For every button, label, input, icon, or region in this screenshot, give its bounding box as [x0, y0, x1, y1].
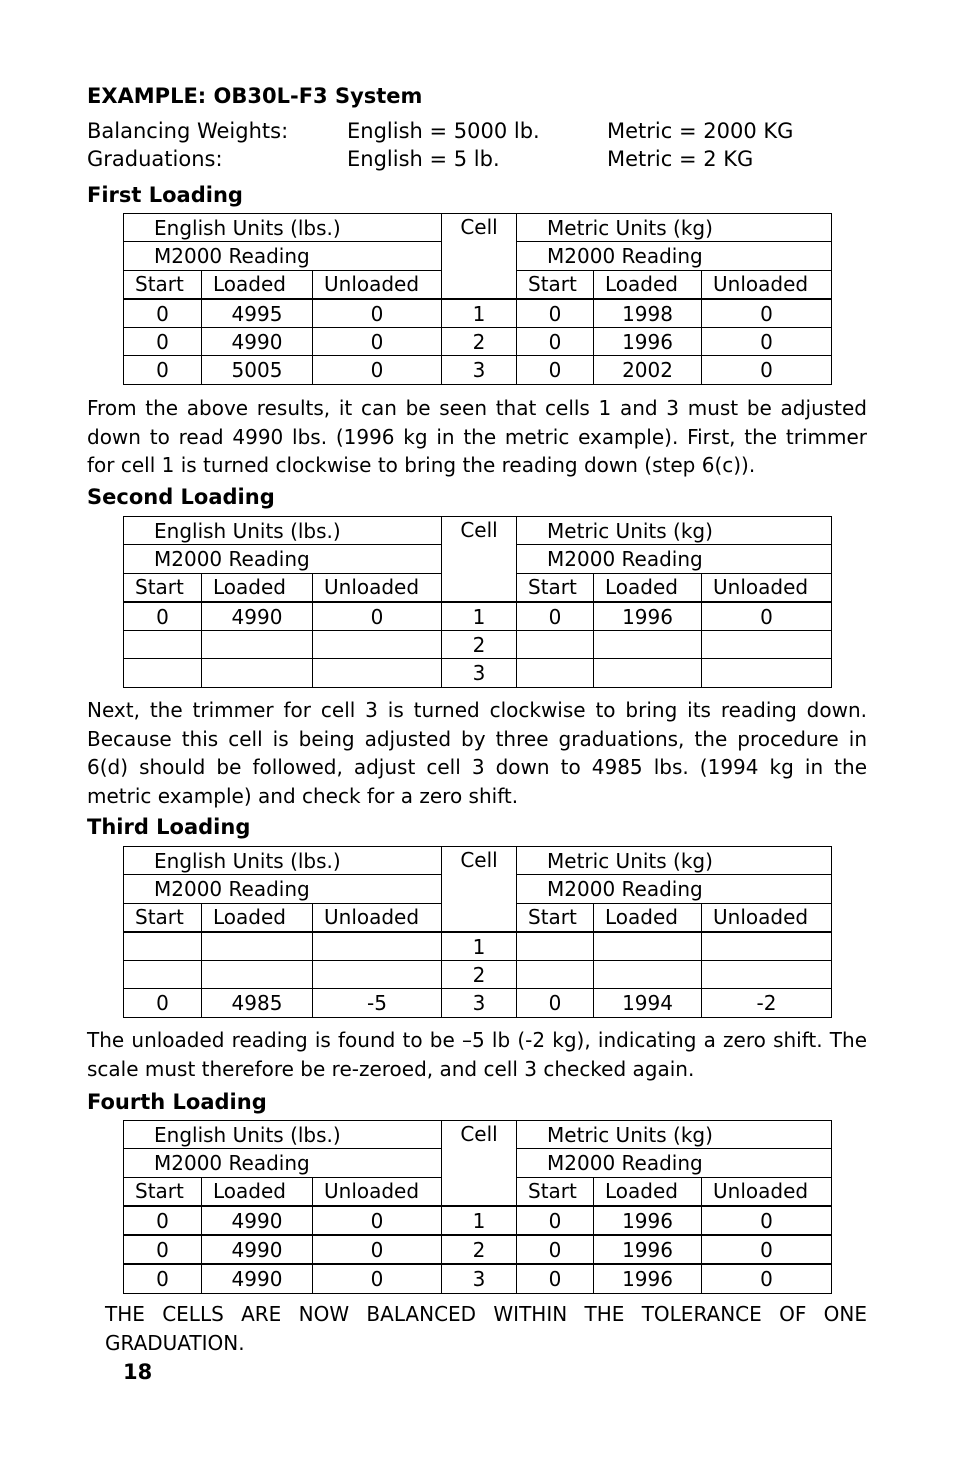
table-cell-m-start: 0: [517, 299, 594, 328]
header-unloaded: Unloaded: [702, 903, 832, 932]
loading-table: [123, 846, 832, 1018]
table-row: [124, 659, 832, 687]
table-row: [124, 299, 832, 328]
table-row: [124, 631, 832, 659]
table-cell-e-start: 0: [124, 1264, 202, 1293]
table-cell-m-start: 0: [517, 328, 594, 356]
table-cell-cell: 3: [442, 989, 517, 1017]
table-cell-e-start: 0: [124, 356, 202, 384]
table-cell-e-unloaded: [313, 659, 442, 687]
header-unloaded: Unloaded: [313, 1177, 442, 1206]
table-cell-m-unloaded: [702, 659, 832, 687]
spec-metric: Metric = 2000 KG: [607, 119, 794, 143]
table-header-row: [124, 214, 832, 242]
table-cell-e-start: [124, 659, 202, 687]
table-cell-cell: 2: [442, 631, 517, 659]
table-cell-m-loaded: 1996: [594, 1235, 702, 1264]
table-cell-m-loaded: 1996: [594, 328, 702, 356]
table-cell-e-unloaded: [313, 932, 442, 961]
header-m2000-reading: M2000 Reading: [124, 545, 442, 573]
table-row: [124, 1264, 832, 1293]
header-start: Start: [124, 903, 202, 932]
table-cell-cell: 1: [442, 299, 517, 328]
table-cell-m-loaded: 1996: [594, 1264, 702, 1293]
table-cell-e-unloaded: [313, 631, 442, 659]
table-header-row: [124, 517, 832, 545]
table-cell-m-loaded: 1994: [594, 989, 702, 1017]
header-start: Start: [124, 270, 202, 299]
table-cell-m-start: [517, 932, 594, 961]
table-cell-e-start: 0: [124, 1235, 202, 1264]
header-cell: Cell: [442, 1121, 517, 1206]
table-cell-e-loaded: [202, 631, 313, 659]
section-title-third-loading: Third Loading: [87, 815, 251, 839]
table-row: [124, 356, 832, 384]
table-row: [124, 1235, 832, 1264]
loading-table: [123, 213, 832, 385]
table-cell-e-unloaded: 0: [313, 1206, 442, 1235]
table-cell-m-unloaded: -2: [702, 989, 832, 1017]
header-start: Start: [124, 1177, 202, 1206]
table-cell-m-unloaded: 0: [702, 299, 832, 328]
table-cell-cell: 2: [442, 328, 517, 356]
spec-english: English = 5000 lb.: [347, 119, 540, 143]
header-unloaded: Unloaded: [313, 903, 442, 932]
table-row: [124, 961, 832, 989]
table-cell-m-unloaded: 0: [702, 1264, 832, 1293]
table-cell-m-unloaded: [702, 932, 832, 961]
table-cell-m-unloaded: 0: [702, 1235, 832, 1264]
section-title-first-loading: First Loading: [87, 183, 243, 207]
header-cell: Cell: [442, 517, 517, 602]
table-cell-cell: 1: [442, 602, 517, 631]
table-cell-m-start: [517, 659, 594, 687]
table-cell-e-loaded: 4995: [202, 299, 313, 328]
paragraph: The unloaded reading is found to be –5 lb (-2 kg), indicating a zero shift. The scale must therefore be re-zeroed, and cell 3 checked again.: [87, 1028, 867, 1081]
table-cell-m-unloaded: [702, 961, 832, 989]
header-start: Start: [124, 573, 202, 602]
table-cell-e-loaded: [202, 659, 313, 687]
table-cell-cell: 1: [442, 932, 517, 961]
table-cell-m-start: 0: [517, 602, 594, 631]
table-cell-e-start: [124, 932, 202, 961]
table-cell-e-unloaded: 0: [313, 299, 442, 328]
header-m2000-reading: M2000 Reading: [517, 545, 832, 573]
table-cell-m-loaded: 2002: [594, 356, 702, 384]
header-m2000-reading: M2000 Reading: [517, 875, 832, 903]
table-cell-cell: 2: [442, 961, 517, 989]
header-cell: Cell: [442, 847, 517, 932]
header-loaded: Loaded: [594, 903, 702, 932]
table-cell-e-loaded: 4990: [202, 328, 313, 356]
table-cell-cell: 2: [442, 1235, 517, 1264]
header-metric-units: Metric Units (kg): [517, 1121, 832, 1149]
header-english-units: English Units (lbs.): [124, 214, 442, 242]
table-cell-e-loaded: 5005: [202, 356, 313, 384]
table-cell-m-loaded: 1998: [594, 299, 702, 328]
table-cell-m-unloaded: 0: [702, 1206, 832, 1235]
header-english-units: English Units (lbs.): [124, 1121, 442, 1149]
header-loaded: Loaded: [202, 573, 313, 602]
table-cell-e-loaded: 4990: [202, 1206, 313, 1235]
table-cell-m-loaded: [594, 961, 702, 989]
paragraph: Next, the trimmer for cell 3 is turned clockwise to bring its reading down. Because this cell is being adjusted by three graduations, the procedure in 6(d) should be followed, adjust cell 3 down to 4985 lbs. (1994 kg in the metric example) and check for a zero shift.: [87, 698, 867, 808]
table-cell-m-start: 0: [517, 989, 594, 1017]
table-cell-e-start: [124, 631, 202, 659]
table-row: [124, 989, 832, 1017]
header-unloaded: Unloaded: [313, 573, 442, 602]
table-cell-m-unloaded: [702, 631, 832, 659]
table-cell-m-unloaded: 0: [702, 328, 832, 356]
spec-metric: Metric = 2 KG: [607, 147, 754, 171]
header-m2000-reading: M2000 Reading: [124, 875, 442, 903]
header-unloaded: Unloaded: [702, 1177, 832, 1206]
header-start: Start: [517, 270, 594, 299]
header-loaded: Loaded: [202, 903, 313, 932]
table-cell-e-unloaded: [313, 961, 442, 989]
header-start: Start: [517, 573, 594, 602]
header-start: Start: [517, 903, 594, 932]
table-cell-e-loaded: [202, 932, 313, 961]
table-cell-m-start: [517, 961, 594, 989]
table-row: [124, 1206, 832, 1235]
header-loaded: Loaded: [202, 1177, 313, 1206]
table-cell-e-unloaded: 0: [313, 1235, 442, 1264]
header-loaded: Loaded: [594, 270, 702, 299]
table-cell-m-start: 0: [517, 356, 594, 384]
table-cell-e-unloaded: -5: [313, 989, 442, 1017]
table-cell-m-unloaded: 0: [702, 602, 832, 631]
table-cell-cell: 3: [442, 1264, 517, 1293]
header-m2000-reading: M2000 Reading: [517, 242, 832, 270]
table-cell-e-unloaded: 0: [313, 602, 442, 631]
table-cell-e-loaded: 4990: [202, 1264, 313, 1293]
loading-table: [123, 1120, 832, 1294]
table-cell-m-start: [517, 631, 594, 659]
paragraph: From the above results, it can be seen that cells 1 and 3 must be adjusted down to read 4990 lbs. (1996 kg in the metric example). First, the trimmer for cell 1 is turned clockwise to bring the reading down (step 6(c)).: [87, 396, 867, 477]
table-cell-e-start: 0: [124, 299, 202, 328]
header-unloaded: Unloaded: [702, 270, 832, 299]
final-note: THE CELLS ARE NOW BALANCED WITHIN THE TOLERANCE OF ONE GRADUATION.: [105, 1302, 867, 1355]
table-cell-e-start: [124, 961, 202, 989]
section-title-second-loading: Second Loading: [87, 485, 275, 509]
header-start: Start: [517, 1177, 594, 1206]
header-loaded: Loaded: [594, 1177, 702, 1206]
loading-table: [123, 516, 832, 688]
table-cell-e-start: 0: [124, 328, 202, 356]
header-english-units: English Units (lbs.): [124, 517, 442, 545]
header-cell: Cell: [442, 214, 517, 299]
table-cell-m-loaded: 1996: [594, 602, 702, 631]
table-cell-cell: 1: [442, 1206, 517, 1235]
header-m2000-reading: M2000 Reading: [124, 1149, 442, 1177]
header-m2000-reading: M2000 Reading: [124, 242, 442, 270]
table-cell-e-loaded: 4990: [202, 1235, 313, 1264]
table-cell-e-loaded: [202, 961, 313, 989]
table-header-row: [124, 847, 832, 875]
table-row: [124, 328, 832, 356]
header-loaded: Loaded: [202, 270, 313, 299]
table-cell-e-loaded: 4990: [202, 602, 313, 631]
header-english-units: English Units (lbs.): [124, 847, 442, 875]
table-header-row: [124, 1121, 832, 1149]
table-cell-m-start: 0: [517, 1235, 594, 1264]
table-cell-e-unloaded: 0: [313, 328, 442, 356]
table-cell-m-start: 0: [517, 1206, 594, 1235]
table-cell-m-loaded: [594, 932, 702, 961]
header-metric-units: Metric Units (kg): [517, 214, 832, 242]
table-cell-cell: 3: [442, 659, 517, 687]
spec-english: English = 5 lb.: [347, 147, 500, 171]
header-metric-units: Metric Units (kg): [517, 517, 832, 545]
page-number: 18: [123, 1360, 153, 1384]
table-cell-m-loaded: [594, 659, 702, 687]
table-cell-e-loaded: 4985: [202, 989, 313, 1017]
table-cell-m-start: 0: [517, 1264, 594, 1293]
table-row: [124, 932, 832, 961]
spec-label: Balancing Weights:: [87, 119, 289, 143]
table-cell-m-unloaded: 0: [702, 356, 832, 384]
header-m2000-reading: M2000 Reading: [517, 1149, 832, 1177]
table-cell-m-loaded: 1996: [594, 1206, 702, 1235]
header-unloaded: Unloaded: [702, 573, 832, 602]
spec-label: Graduations:: [87, 147, 223, 171]
table-cell-e-start: 0: [124, 602, 202, 631]
table-row: [124, 602, 832, 631]
table-cell-cell: 3: [442, 356, 517, 384]
table-cell-e-start: 0: [124, 989, 202, 1017]
header-unloaded: Unloaded: [313, 270, 442, 299]
header-loaded: Loaded: [594, 573, 702, 602]
table-cell-e-start: 0: [124, 1206, 202, 1235]
table-cell-e-unloaded: 0: [313, 356, 442, 384]
table-cell-m-loaded: [594, 631, 702, 659]
header-metric-units: Metric Units (kg): [517, 847, 832, 875]
table-cell-e-unloaded: 0: [313, 1264, 442, 1293]
example-title: EXAMPLE: OB30L-F3 System: [87, 84, 423, 108]
section-title-fourth-loading: Fourth Loading: [87, 1090, 267, 1114]
